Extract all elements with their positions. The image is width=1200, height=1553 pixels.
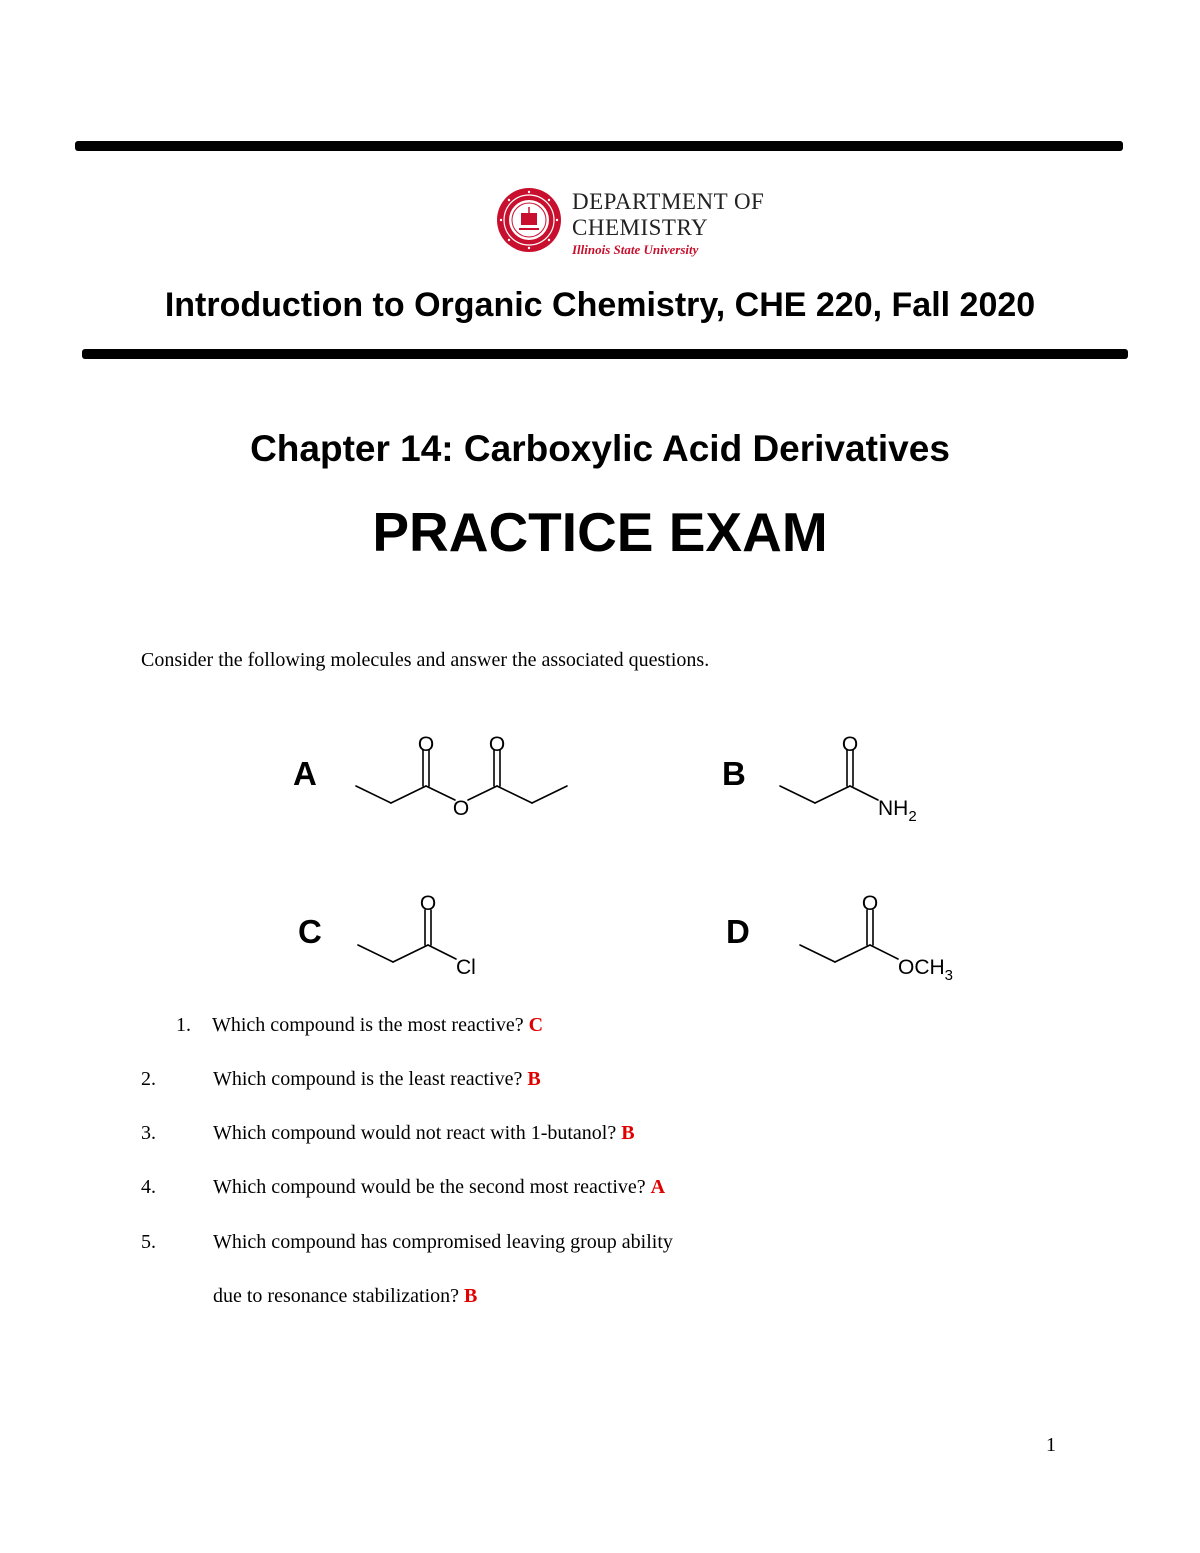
department-name-line1: DEPARTMENT OF: [572, 189, 765, 214]
molecule-b-label: B: [722, 755, 746, 792]
question-5: [141, 1231, 1041, 1257]
department-name-line2: CHEMISTRY: [572, 215, 709, 240]
molecule-d-oxygen: O: [861, 892, 879, 915]
question-text: due to resonance stabilization?: [213, 1285, 460, 1307]
question-answer: B: [527, 1068, 541, 1090]
molecule-a-label: A: [293, 755, 317, 792]
question-number: 1.: [176, 1014, 191, 1036]
exam-title: PRACTICE EXAM: [372, 501, 828, 563]
question-number: 2.: [141, 1068, 156, 1090]
question-number: 4.: [141, 1176, 156, 1198]
question-text: Which compound is the least reactive?: [213, 1068, 523, 1090]
molecule-d-structure: [800, 910, 898, 962]
molecule-c-group: Cl: [456, 956, 476, 979]
molecule-a-oxygen-1: O: [417, 733, 435, 756]
question-text: Which compound has compromised leaving group ability: [213, 1231, 673, 1253]
university-name: Illinois State University: [572, 242, 699, 257]
chapter-title: Chapter 14: Carboxylic Acid Derivatives: [250, 428, 950, 469]
question-2: [141, 1068, 1041, 1094]
question-3: [141, 1122, 1041, 1148]
question-answer: C: [528, 1014, 544, 1036]
molecule-d-label: D: [726, 913, 750, 950]
question-number: 3.: [141, 1122, 156, 1144]
molecule-c-oxygen: O: [419, 892, 437, 915]
question-text: Which compound would not react with 1-butanol?: [213, 1122, 617, 1144]
question-text: Which compound would be the second most reactive?: [213, 1176, 646, 1198]
molecule-b-oxygen: O: [841, 733, 859, 756]
question-answer: B: [464, 1285, 478, 1307]
molecule-b-structure: [780, 750, 878, 803]
molecule-b-group: $NH_2$: [878, 797, 917, 825]
intro-text: Consider the following molecules and answer the associated questions.: [141, 649, 710, 671]
question-answer: A: [650, 1176, 666, 1198]
molecule-a-oxygen-2: O: [488, 733, 506, 756]
course-title: Introduction to Organic Chemistry, CHE 220, Fall 2020: [164, 286, 1036, 324]
question-answer: B: [621, 1122, 635, 1144]
question-1: [176, 1014, 1076, 1040]
question-text: Which compound is the most reactive?: [212, 1014, 524, 1036]
question-4: [141, 1176, 1041, 1202]
molecule-d-group: $OCH_3$: [898, 956, 954, 984]
question-number: 5.: [141, 1231, 156, 1253]
question-5-continued: [141, 1285, 1041, 1311]
page-number: 1: [1046, 1434, 1056, 1456]
molecule-c-label: C: [298, 913, 322, 950]
molecule-c-structure: [358, 910, 456, 962]
molecule-a-bridge-oxygen: O: [452, 797, 470, 820]
molecule-a-structure: [356, 750, 567, 803]
